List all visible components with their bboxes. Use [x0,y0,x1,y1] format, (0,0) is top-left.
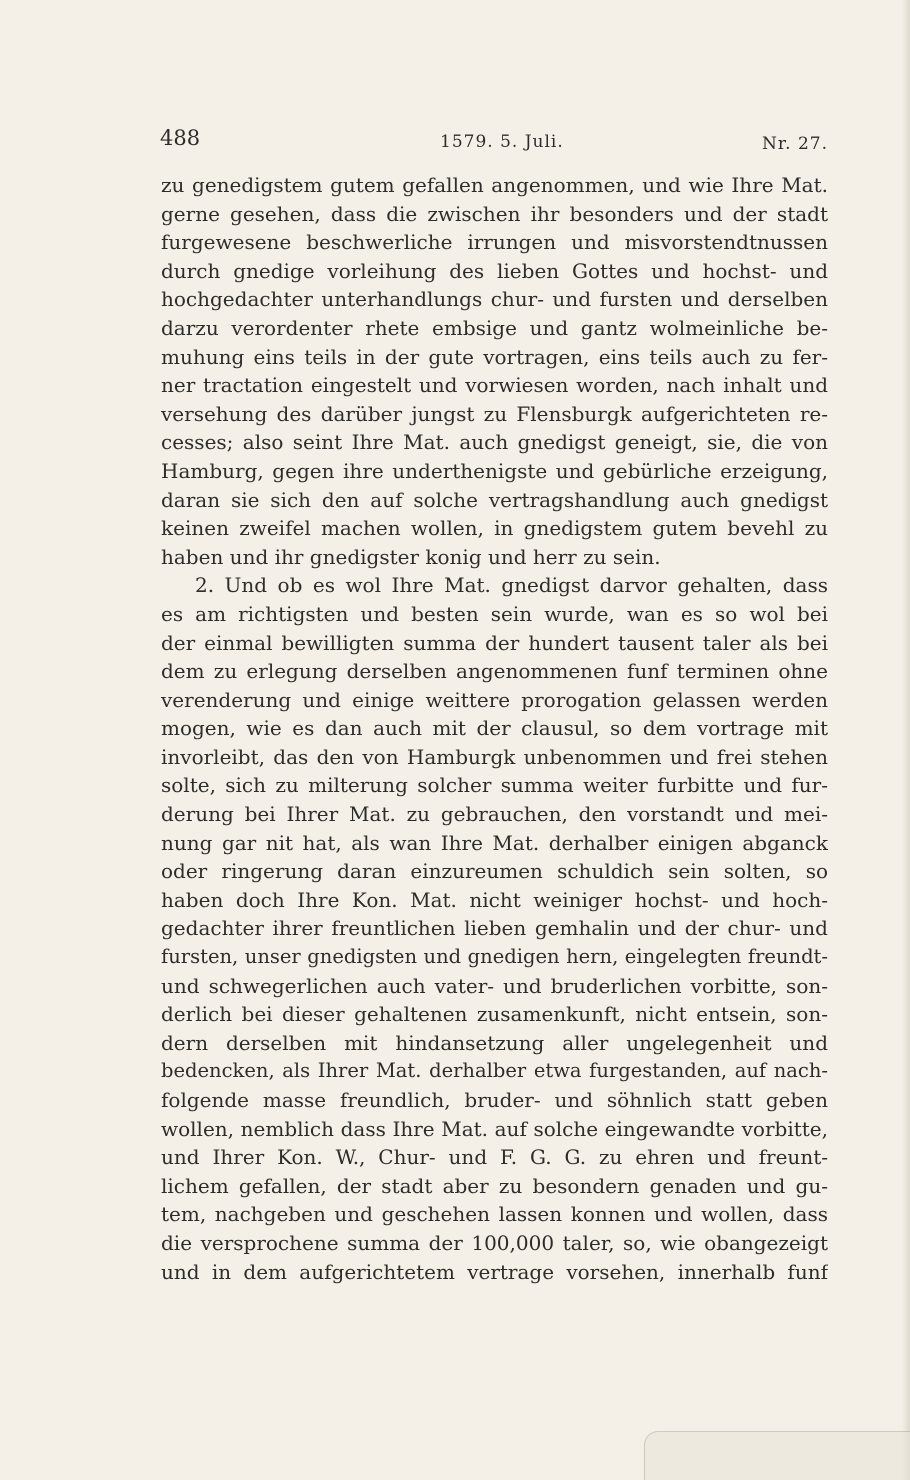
text-line: dem zu erlegung derselben angenommenen funf terminen ohne [161,659,828,684]
text-line: zu genedigstem gutem gefallen angenommen, und wie Ihre Mat. [161,173,828,197]
date-heading: 1579. 5. Juli. [440,132,564,152]
text-line: wollen, nemblich dass Ihre Mat. auf solche eingewandte vorbitte, [161,1116,828,1141]
running-header [160,126,828,160]
text-line: hochgedachter unterhandlungs chur- und fursten und derselben [161,287,828,312]
text-line: mogen, wie es dan auch mit der clausul, so dem vortrage mit [161,716,828,741]
text-line: keinen zweifel machen wollen, in gnedigstem gutem bevehl zu [161,516,828,541]
text-line: furgewesene beschwerliche irrungen und misvorstendtnussen [161,230,828,255]
text-line: darzu verordenter rhete embsige und gantz wolmeinliche be- [161,315,828,340]
text-line: bedencken, als Ihrer Mat. derhalber etwa furgestanden, auf nach- [161,1059,828,1083]
text-line: daran sie sich den auf solche vertragshandlung auch gnedigst [161,487,828,512]
text-line: und schwegerlichen auch vater- und bruderlichen vorbitte, son- [161,973,828,998]
text-line: verenderung und einige weittere prorogation gelassen werden [161,687,828,712]
text-line: der einmal bewilligten summa der hundert tausent taler als bei [161,630,828,655]
page-number: 488 [160,126,201,150]
text-line: folgende masse freundlich, bruder- und söhnlich statt geben [161,1088,828,1112]
body-text [161,171,828,1286]
text-line: gedachter ihrer freuntlichen lieben gemhalin und der chur- und [161,916,828,941]
text-line: die versprochene summa der 100,000 taler, so, wie obangezeigt [161,1230,828,1255]
text-line: es am richtigsten und besten sein wurde, wan es so wol bei [161,601,828,626]
text-line: dern derselben mit hindansetzung aller ungelegenheit und [161,1030,828,1055]
text-line: Hamburg, gegen ihre underthenigste und gebürliche erzeigung, [161,458,828,483]
text-line: oder ringerung daran einzureumen schuldich sein solten, so [161,859,828,884]
text-line: und in dem aufgerichtetem vertrage vorsehen, innerhalb funf [161,1259,828,1284]
text-line-paragraph-start: 2. Und ob es wol Ihre Mat. gnedigst darvor gehalten, dass [195,573,828,598]
text-line: haben doch Ihre Kon. Mat. nicht weiniger hochst- und hoch- [161,887,828,912]
page-edge-shadow [902,0,910,1480]
text-line: ner tractation eingestelt und vorwiesen worden, nach inhalt und [161,373,828,398]
text-line: gerne gesehen, dass die zwischen ihr besonders und der stadt [161,201,828,226]
text-line: solte, sich zu milterung solcher summa weiter furbitte und fur- [161,773,828,798]
text-line: versehung des darüber jungst zu Flensburgk aufgerichteten re- [161,401,828,426]
text-line: cesses; also seint Ihre Mat. auch gnedigst geneigt, sie, die von [161,430,828,455]
text-line: fursten, unser gnedigsten und gnedigen hern, eingelegten freundt- [161,945,828,969]
text-line: nung gar nit hat, als wan Ihre Mat. derhalber einigen abganck [161,830,828,855]
text-line: durch gnedige vorleihung des lieben Gottes und hochst- und [161,258,828,283]
text-line: derung bei Ihrer Mat. zu gebrauchen, den vorstandt und mei- [161,802,828,827]
page-corner-curl [644,1431,910,1480]
text-line: derlich bei dieser gehaltenen zusamenkunft, nicht entsein, son- [161,1002,828,1027]
text-line-paragraph-end: haben und ihr gnedigster konig und herr zu sein. [161,544,661,569]
text-line: und Ihrer Kon. W., Chur- und F. G. G. zu ehren und freunt- [161,1145,828,1170]
document-number: Nr. 27. [762,134,828,154]
text-line: tem, nachgeben und geschehen lassen konnen und wollen, dass [161,1202,828,1227]
text-line: lichem gefallen, der stadt aber zu besondern genaden und gu- [161,1173,828,1198]
text-line: invorleibt, das den von Hamburgk unbenommen und frei stehen [161,744,828,769]
text-line: muhung eins teils in der gute vortragen, eins teils auch zu fer- [161,344,828,369]
